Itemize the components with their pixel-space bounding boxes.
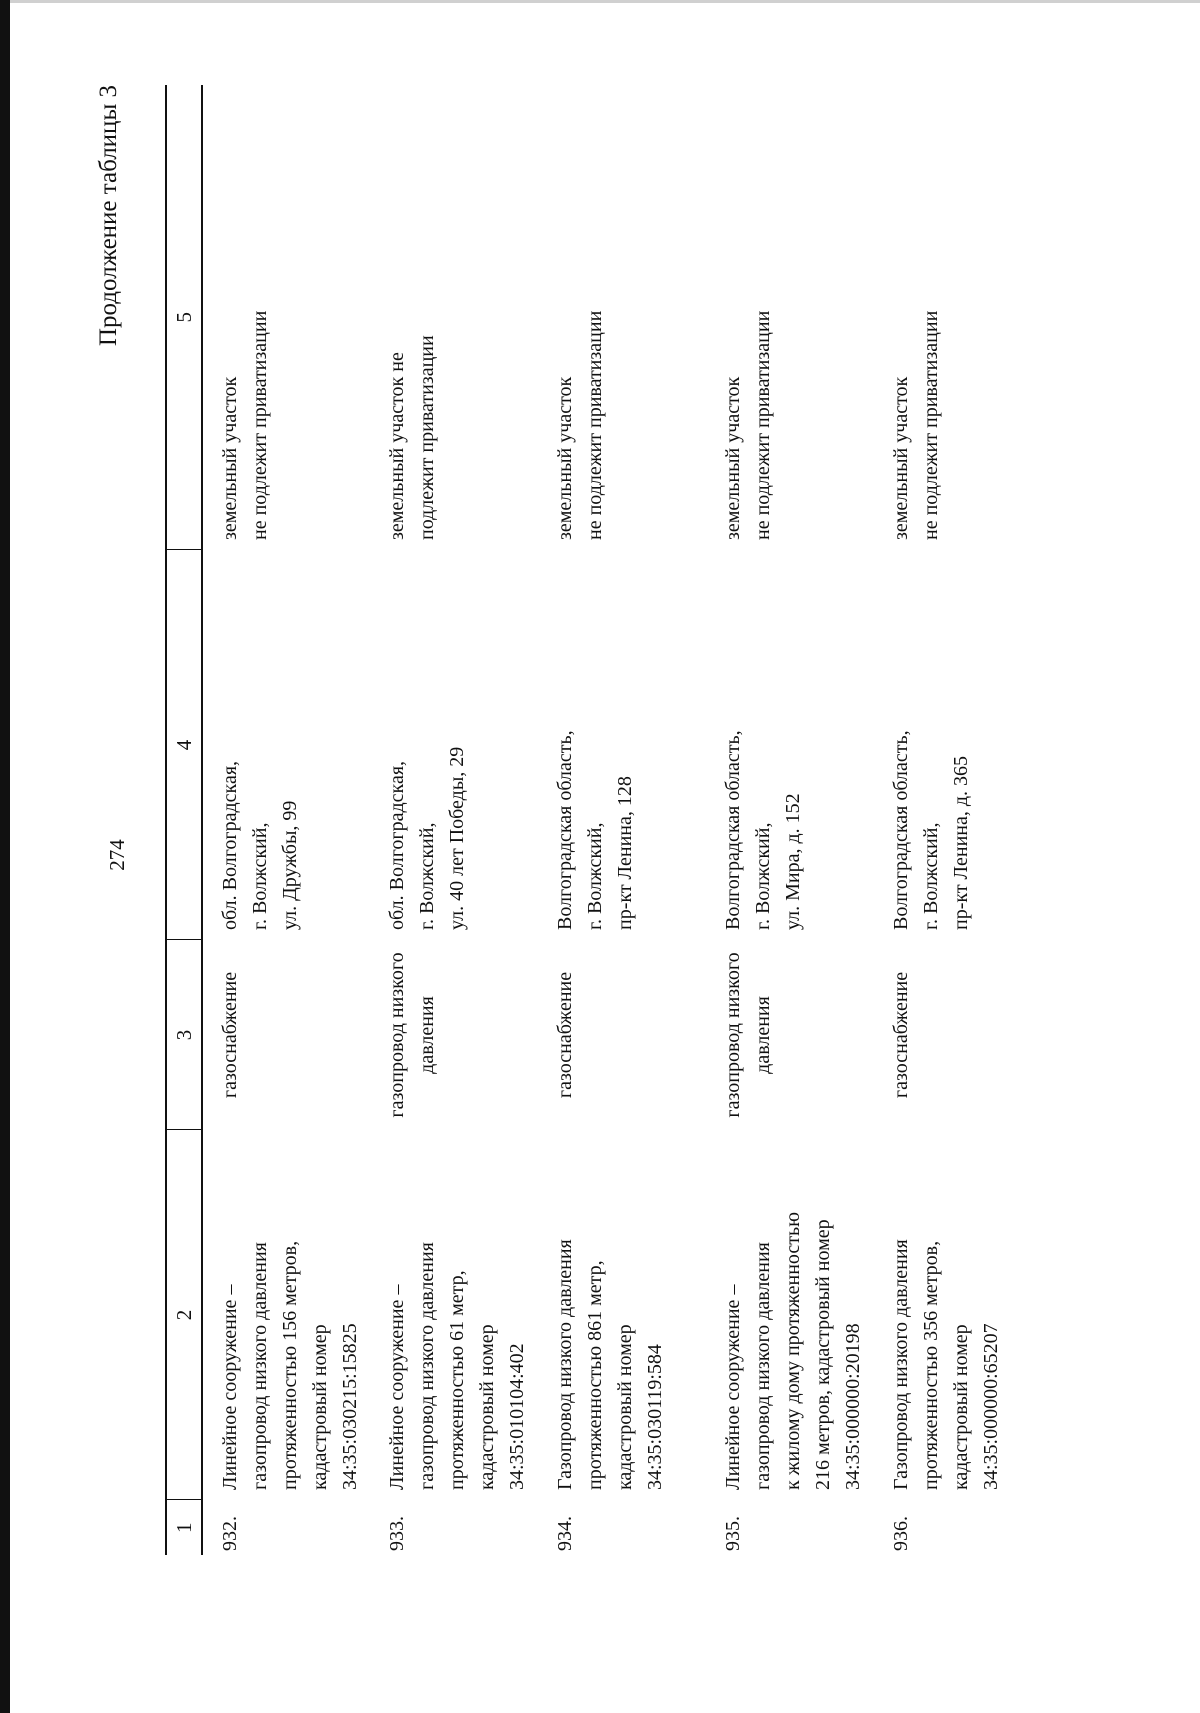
table-header-row xyxy=(166,85,202,1555)
purpose-cell xyxy=(538,940,706,1130)
cell-text-line: г. Волжский, xyxy=(584,822,606,930)
cell-text-line: кадастровый номер xyxy=(950,1324,972,1490)
cell-text-line: ул. Дружбы, 99 xyxy=(279,800,301,930)
cell-text-line: Линейное сооружение – xyxy=(219,1284,241,1490)
cell-text-line: г. Волжский, xyxy=(249,822,271,930)
cell-text-line: протяженностью 61 метр, xyxy=(446,1270,468,1490)
cell-text-line: пр-кт Ленина, д. 365 xyxy=(950,755,972,930)
row-number: 935. xyxy=(722,1516,744,1551)
table-row xyxy=(370,85,538,1555)
cell-text-line: газопровод низкого давления xyxy=(752,1242,774,1490)
object-description-cell xyxy=(706,1130,874,1500)
table-body xyxy=(202,85,1042,1555)
cell-text-line: земельный участок xyxy=(219,376,241,540)
page-number: 274 xyxy=(105,839,129,871)
note-cell xyxy=(874,85,1042,550)
address-cell xyxy=(706,550,874,940)
note-cell xyxy=(538,85,706,550)
purpose-cell xyxy=(706,940,874,1130)
cell-text-line: газопровод низкого xyxy=(386,952,408,1118)
cell-text-line: земельный участок не xyxy=(386,352,408,540)
object-description-cell xyxy=(370,1130,538,1500)
cell-text-line: не подлежит приватизации xyxy=(752,310,774,540)
cell-text-line: 216 метров, кадастровый номер xyxy=(812,1219,834,1490)
address-cell xyxy=(370,550,538,940)
column-header-2: 2 xyxy=(166,1130,202,1500)
table-row xyxy=(202,85,370,1555)
cell-text-line: 34:35:000000:65207 xyxy=(980,1323,1002,1490)
cell-text-line: кадастровый номер xyxy=(309,1324,331,1490)
row-number: 933. xyxy=(386,1516,408,1551)
cell-text-line: газопровод низкого давления xyxy=(416,1242,438,1490)
object-description-cell xyxy=(538,1130,706,1500)
cell-text-line: г. Волжский, xyxy=(920,822,942,930)
cell-text-line: 34:35:000000:20198 xyxy=(842,1323,864,1490)
cell-text-line: 34:35:030215:15825 xyxy=(339,1323,361,1490)
note-cell xyxy=(706,85,874,550)
cell-text-line: г. Волжский, xyxy=(752,822,774,930)
cell-text-line: газоснабжение xyxy=(219,971,241,1099)
address-cell xyxy=(874,550,1042,940)
cell-text-line: Волгоградская область, xyxy=(890,730,912,930)
table-row xyxy=(538,85,706,1555)
cell-text-line: земельный участок xyxy=(890,376,912,540)
address-cell xyxy=(202,550,370,940)
cell-text-line: Волгоградская область, xyxy=(554,730,576,930)
table-continuation-caption: Продолжение таблицы 3 xyxy=(95,85,122,347)
table-row xyxy=(874,85,1042,1555)
object-description-cell xyxy=(874,1130,1042,1500)
cell-text-line: газопровод низкого давления xyxy=(249,1242,271,1490)
cell-text-line: не подлежит приватизации xyxy=(249,310,271,540)
cell-text-line: Газопровод низкого давления xyxy=(890,1239,912,1490)
cell-text-line: пр-кт Ленина, 128 xyxy=(614,776,636,930)
cell-text-line: г. Волжский, xyxy=(416,822,438,930)
table-row xyxy=(706,85,874,1555)
address-cell xyxy=(538,550,706,940)
row-number: 934. xyxy=(554,1516,576,1551)
cell-text-line: обл. Волгоградская, xyxy=(386,760,408,930)
cell-text-line: 34:35:010104:402 xyxy=(506,1343,528,1490)
cell-text-line: земельный участок xyxy=(722,376,744,540)
cell-text-line: протяженностью 156 метров, xyxy=(279,1240,301,1490)
cell-text-line: протяженностью 861 метр, xyxy=(584,1260,606,1490)
cell-text-line: Линейное сооружение – xyxy=(722,1284,744,1490)
cell-text-line: к жилому дому протяженностью xyxy=(782,1211,804,1490)
column-header-4: 4 xyxy=(166,550,202,940)
cell-text-line: давления xyxy=(752,996,774,1074)
cell-text-line: земельный участок xyxy=(554,376,576,540)
column-header-3: 3 xyxy=(166,940,202,1130)
scan-top-edge xyxy=(10,0,1200,3)
cell-text-line: 34:35:030119:584 xyxy=(644,1344,666,1490)
cell-text-line: Газопровод низкого давления xyxy=(554,1239,576,1490)
cell-text-line: кадастровый номер xyxy=(614,1324,636,1490)
property-table xyxy=(165,85,1042,1555)
scan-left-edge xyxy=(0,0,10,1713)
rotated-page-content xyxy=(95,75,1155,1635)
cell-text-line: ул. Мира, д. 152 xyxy=(782,793,804,930)
cell-text-line: подлежит приватизации xyxy=(416,335,438,540)
cell-text-line: протяженностью 356 метров, xyxy=(920,1240,942,1490)
cell-text-line: ул. 40 лет Победы, 29 xyxy=(446,746,468,930)
cell-text-line: обл. Волгоградская, xyxy=(219,760,241,930)
object-description-cell xyxy=(202,1130,370,1500)
cell-text-line: Волгоградская область, xyxy=(722,730,744,930)
column-header-5: 5 xyxy=(166,85,202,550)
row-number: 936. xyxy=(890,1516,912,1551)
purpose-cell xyxy=(874,940,1042,1130)
cell-text-line: Линейное сооружение – xyxy=(386,1284,408,1490)
cell-text-line: не подлежит приватизации xyxy=(920,310,942,540)
note-cell xyxy=(202,85,370,550)
cell-text-line: давления xyxy=(416,996,438,1074)
purpose-cell xyxy=(202,940,370,1130)
column-header-1: 1 xyxy=(166,1500,202,1555)
purpose-cell xyxy=(370,940,538,1130)
cell-text-line: газоснабжение xyxy=(554,971,576,1099)
note-cell xyxy=(370,85,538,550)
row-number: 932. xyxy=(219,1516,241,1551)
cell-text-line: газопровод низкого xyxy=(722,952,744,1118)
cell-text-line: газоснабжение xyxy=(890,971,912,1099)
cell-text-line: кадастровый номер xyxy=(476,1324,498,1490)
cell-text-line: не подлежит приватизации xyxy=(584,310,606,540)
